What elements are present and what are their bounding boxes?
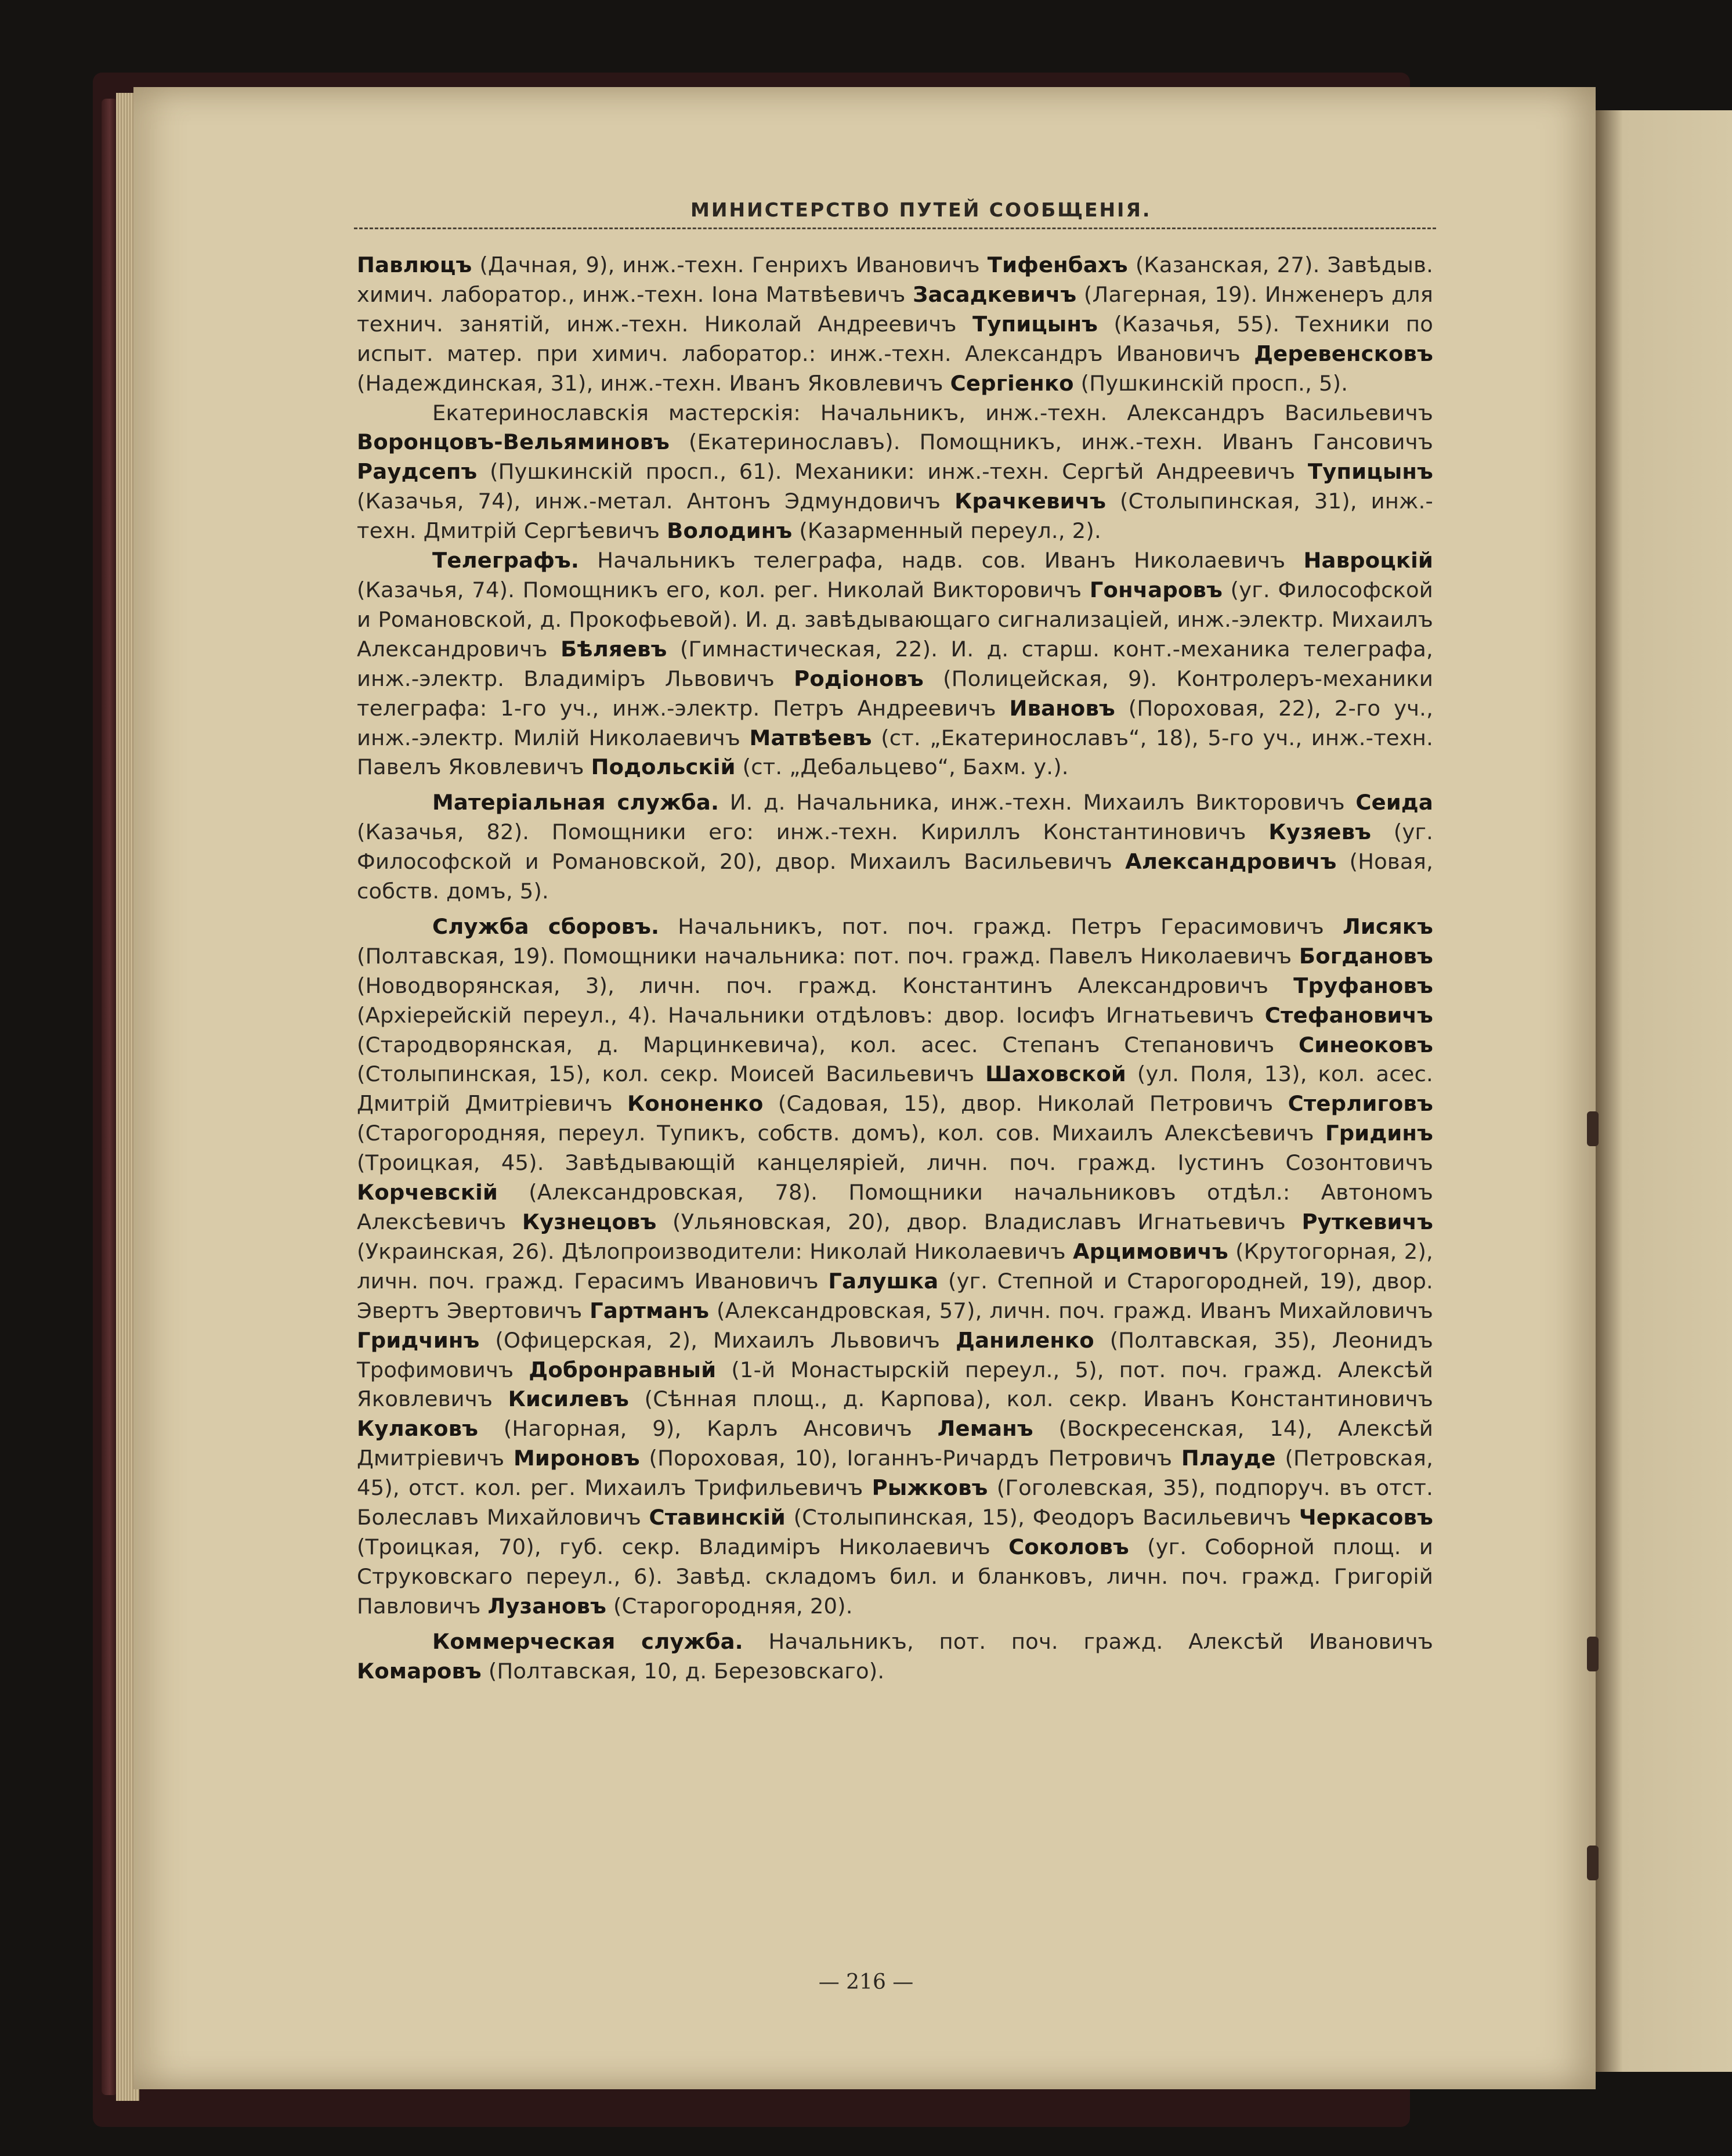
- bold-name: Шаховской: [985, 1061, 1126, 1087]
- bold-name: Руткевичъ: [1301, 1209, 1434, 1234]
- bold-name: Тифенбахъ: [987, 252, 1128, 277]
- text-run: Начальникъ телеграфа, надв. сов. Иванъ Николаевичъ: [579, 548, 1304, 573]
- paragraph: [357, 788, 1433, 907]
- text-run: (Нагорная, 9), Карлъ Ансовичъ: [478, 1416, 938, 1442]
- text-run: (Ульяновская, 20), двор. Владиславъ Игнатьевичъ: [656, 1209, 1302, 1234]
- binding-clip: [1587, 1111, 1599, 1146]
- bold-name: Раудсепъ: [357, 459, 478, 485]
- text-run: (Воскресенская, 14), Алексѣй Дмитріевичъ: [357, 1416, 1433, 1471]
- text-run: (Дачная, 9), инж.-техн. Генрихъ Ивановичъ: [472, 252, 988, 277]
- text-run: (Александровская, 57), личн. поч. гражд. Иванъ Михайловичъ: [709, 1298, 1433, 1323]
- book-spine: [102, 99, 118, 2095]
- text-run: (Столыпинская, 15), Феодоръ Васильевичъ: [785, 1505, 1299, 1530]
- bold-name: Коммерческая служба.: [432, 1628, 743, 1654]
- bold-name: Плауде: [1181, 1446, 1276, 1471]
- text-run: (уг. Философской и Романовской, д. Прокофьевой). И. д. завѣдывающаго сигнализацiей, инж.-электр. Михаилъ Александровичъ: [357, 577, 1433, 662]
- text-run: (Украинская, 26). Дѣлопроизводители: Николай Николаевичъ: [357, 1238, 1073, 1264]
- text-run: (Пороховая, 22), 2-го уч., инж.-электр. Милій Николаевичъ: [357, 695, 1433, 750]
- text-run: (ул. Поля, 13), кол. асес. Дмитрій Дмитріевичъ: [357, 1061, 1433, 1117]
- bold-name: Бѣляевъ: [561, 636, 667, 662]
- bold-name: Соколовъ: [1008, 1534, 1129, 1559]
- bold-name: Синеоковъ: [1298, 1032, 1433, 1057]
- text-run: (Старогородняя, переул. Тупикъ, собств. домъ), кол. сов. Михаилъ Алексѣевичъ: [357, 1121, 1325, 1146]
- paragraph: [357, 546, 1433, 782]
- text-run: (Александровская, 78). Помощники начальниковъ отдѣл.: Автономъ Алексѣевичъ: [357, 1180, 1433, 1234]
- text-run: Екатеринославскія мастерскія: Начальникъ, инж.-техн. Александръ Васильевичъ: [432, 400, 1433, 425]
- bold-name: Родіоновъ: [794, 666, 924, 691]
- text-run: (Архіерейскій переул., 4). Начальники отдѣловъ: двор. Іосифъ Игнатьевичъ: [357, 1002, 1265, 1028]
- bold-name: Володинъ: [667, 518, 793, 544]
- text-run: (Гимнастическая, 22). И. д. старш. конт.-механика телеграфа, инж.-электр. Владиміръ Львовичъ: [357, 636, 1433, 691]
- bold-name: Тупицынъ: [972, 311, 1098, 337]
- text-run: (Полтавская, 10, д. Березовскаго).: [481, 1658, 885, 1684]
- text-run: (Петровская, 45), отст. кол. рег. Михаилъ Трифильевичъ: [357, 1446, 1434, 1501]
- bold-name: Корчевскій: [357, 1180, 498, 1205]
- paragraph: [357, 251, 1433, 399]
- bold-name: Черкасовъ: [1299, 1505, 1433, 1530]
- text-run: Начальникъ, пот. поч. гражд. Петръ Герасимовичъ: [659, 913, 1343, 939]
- bold-name: Деревенсковъ: [1254, 341, 1433, 366]
- bold-name: Стерлиговъ: [1288, 1091, 1433, 1117]
- bold-name: Кузнецовъ: [522, 1209, 657, 1234]
- text-run: (Новая, собств. домъ, 5).: [357, 849, 1434, 904]
- bold-name: Воронцовъ-Вельяминовъ: [357, 429, 670, 455]
- binding-clip: [1587, 1637, 1599, 1671]
- text-run: (Казарменный переул., 2).: [792, 518, 1101, 544]
- bold-name: Леманъ: [937, 1416, 1033, 1442]
- bold-name: Комаровъ: [357, 1658, 482, 1684]
- text-run: И. д. Начальника, инж.-техн. Михаилъ Викторовичъ: [719, 790, 1356, 815]
- text-run: (Троицкая, 45). Завѣдывающій канцеляріей, личн. поч. гражд. Іустинъ Созонтовичъ: [357, 1150, 1433, 1176]
- text-run: (1-й Монастырскій переул., 5), пот. поч. гражд. Алексѣй Яковлевичъ: [357, 1357, 1433, 1412]
- text-run: (Гоголевская, 35), подпоруч. въ отст. Болеславъ Михайловичъ: [357, 1475, 1434, 1530]
- bold-name: Павлюцъ: [357, 252, 472, 277]
- text-run: (Казанская, 27). Завѣдыв. химич. лаборатор., инж.-техн. Іона Матвѣевичъ: [357, 252, 1433, 307]
- text-run: (Крутогорная, 2), личн. поч. гражд. Герасимъ Ивановичъ: [357, 1238, 1433, 1294]
- bold-name: Лисякъ: [1342, 913, 1433, 939]
- text-run: (Полтавская, 19). Помощники начальника: пот. поч. гражд. Павелъ Николаевичъ: [357, 943, 1299, 969]
- text-run: (Садовая, 15), двор. Николай Петровичъ: [763, 1091, 1288, 1117]
- bold-name: Кулаковъ: [357, 1416, 479, 1442]
- bold-name: Галушка: [828, 1268, 939, 1294]
- bold-name: Арцимовичъ: [1073, 1238, 1228, 1264]
- bold-name: Гончаровъ: [1089, 577, 1223, 602]
- bold-name: Мироновъ: [514, 1446, 640, 1471]
- binding-clip: [1587, 1846, 1599, 1880]
- bold-name: Матвѣевъ: [749, 725, 872, 750]
- bold-name: Труфановъ: [1293, 973, 1433, 998]
- text-run: (Сѣнная площ., д. Карпова), кол. секр. Иванъ Константиновичъ: [629, 1386, 1433, 1412]
- text-run: Начальникъ, пот. поч. гражд. Алексѣй Ивановичъ: [743, 1628, 1433, 1654]
- bold-name: Кузяевъ: [1268, 819, 1372, 845]
- text-run: (Троицкая, 70), губ. секр. Владиміръ Николаевичъ: [357, 1534, 1009, 1559]
- facing-page-edge: [1596, 110, 1732, 2072]
- bold-name: Ивановъ: [1009, 695, 1115, 721]
- text-run: (Пушкинскій просп., 5).: [1073, 370, 1348, 396]
- bold-name: Сергіенко: [950, 370, 1074, 396]
- bold-name: Сеида: [1355, 790, 1433, 815]
- bold-name: Тупицынъ: [1307, 459, 1433, 485]
- text-run: (уг. Философской и Романовской, 20), двор. Михаилъ Васильевичъ: [357, 819, 1433, 875]
- text-run: (Казачья, 82). Помощники его: инж.-техн. Кириллъ Константиновичъ: [357, 819, 1269, 845]
- bold-name: Засадкевичъ: [913, 281, 1077, 307]
- text-run: (Полтавская, 35), Леонидъ Трофимовичъ: [357, 1327, 1433, 1382]
- bold-name: Кисилевъ: [508, 1386, 630, 1412]
- text-run: (Лагерная, 19). Инженеръ для технич. занятій, инж.-техн. Николай Андреевичъ: [357, 281, 1433, 337]
- bold-name: Матеріальная служба.: [432, 790, 719, 815]
- bold-name: Ставинскій: [649, 1505, 786, 1530]
- paragraph: [357, 912, 1433, 1621]
- text-run: (Офицерская, 2), Михаилъ Львовичъ: [479, 1327, 956, 1353]
- running-header: МИНИСТЕРСТВО ПУТЕЙ СООБЩЕНІЯ.: [690, 198, 1152, 221]
- text-run: (Пороховая, 10), Іоганнъ-Ричардъ Петровичъ: [639, 1446, 1181, 1471]
- bold-name: Даниленко: [956, 1327, 1094, 1353]
- text-run: (Полицейская, 9). Контролеръ-механики телеграфа: 1-го уч., инж.-электр. Петръ Андреевичъ: [357, 666, 1433, 721]
- text-run: (Старогородняя, 20).: [606, 1593, 853, 1619]
- bold-name: Телеграфъ.: [432, 548, 580, 573]
- body-text: [357, 251, 1433, 1686]
- text-run: (уг. Соборной площ. и Струковскаго переул., 6). Завѣд. складомъ бил. и бланковъ, личн. поч. гражд. Григорій Павловичъ: [357, 1534, 1433, 1619]
- bold-name: Рыжковъ: [872, 1475, 988, 1501]
- text-run: (Казачья, 74), инж.-метал. Антонъ Эдмундовичъ: [357, 489, 955, 514]
- text-run: (уг. Степной и Старогородней, 19), двор. Эвертъ Эвертовичъ: [357, 1268, 1433, 1323]
- text-run: (Надеждинская, 31), инж.-техн. Иванъ Яковлевичъ: [357, 370, 950, 396]
- bold-name: Лузановъ: [487, 1593, 607, 1619]
- text-run: (Стародворянская, д. Марцинкевича), кол. асес. Степанъ Степановичъ: [357, 1032, 1299, 1057]
- bold-name: Служба сборовъ.: [432, 913, 660, 939]
- text-run: (ст. „Екатеринославъ“, 18), 5-го уч., инж.-техн. Павелъ Яковлевичъ: [357, 725, 1433, 780]
- text-run: (Столыпинская, 15), кол. секр. Моисей Васильевичъ: [357, 1061, 986, 1087]
- bold-name: Крачкевичъ: [954, 489, 1107, 514]
- bold-name: Гартманъ: [590, 1298, 710, 1323]
- text-run: (Пушкинскій просп., 61). Механики: инж.-техн. Сергѣй Андреевичъ: [477, 459, 1308, 485]
- text-run: (Новодворянская, 3), личн. поч. гражд. Константинъ Александровичъ: [357, 973, 1294, 998]
- paragraph: [357, 1627, 1433, 1686]
- bold-name: Гридинъ: [1325, 1121, 1433, 1146]
- paragraph: [357, 399, 1433, 547]
- bold-name: Подольскій: [591, 754, 736, 780]
- bold-name: Добронравный: [529, 1357, 717, 1382]
- text-run: (Казачья, 55). Техники по испыт. матер. при химич. лаборатор.: инж.-техн. Александръ Ивановичъ: [357, 311, 1433, 366]
- bold-name: Навроцкій: [1303, 548, 1433, 573]
- text-run: (Казачья, 74). Помощникъ его, кол. рег. Николай Викторовичъ: [357, 577, 1090, 602]
- text-run: (ст. „Дебальцево“, Бахм. у.).: [735, 754, 1069, 780]
- bold-name: Александровичъ: [1125, 849, 1337, 875]
- text-run: (Столыпинская, 31), инж.-техн. Дмитрій Сергѣевичъ: [357, 489, 1434, 544]
- bold-name: Богдановъ: [1299, 943, 1433, 969]
- text-run: (Екатеринославъ). Помощникъ, инж.-техн. Иванъ Гансовичъ: [670, 429, 1433, 455]
- bold-name: Стефановичъ: [1264, 1002, 1433, 1028]
- bold-name: Кононенко: [627, 1091, 764, 1117]
- header-rule: [354, 227, 1436, 229]
- bold-name: Гридчинъ: [357, 1327, 480, 1353]
- page-number: — 216 —: [818, 1970, 914, 1994]
